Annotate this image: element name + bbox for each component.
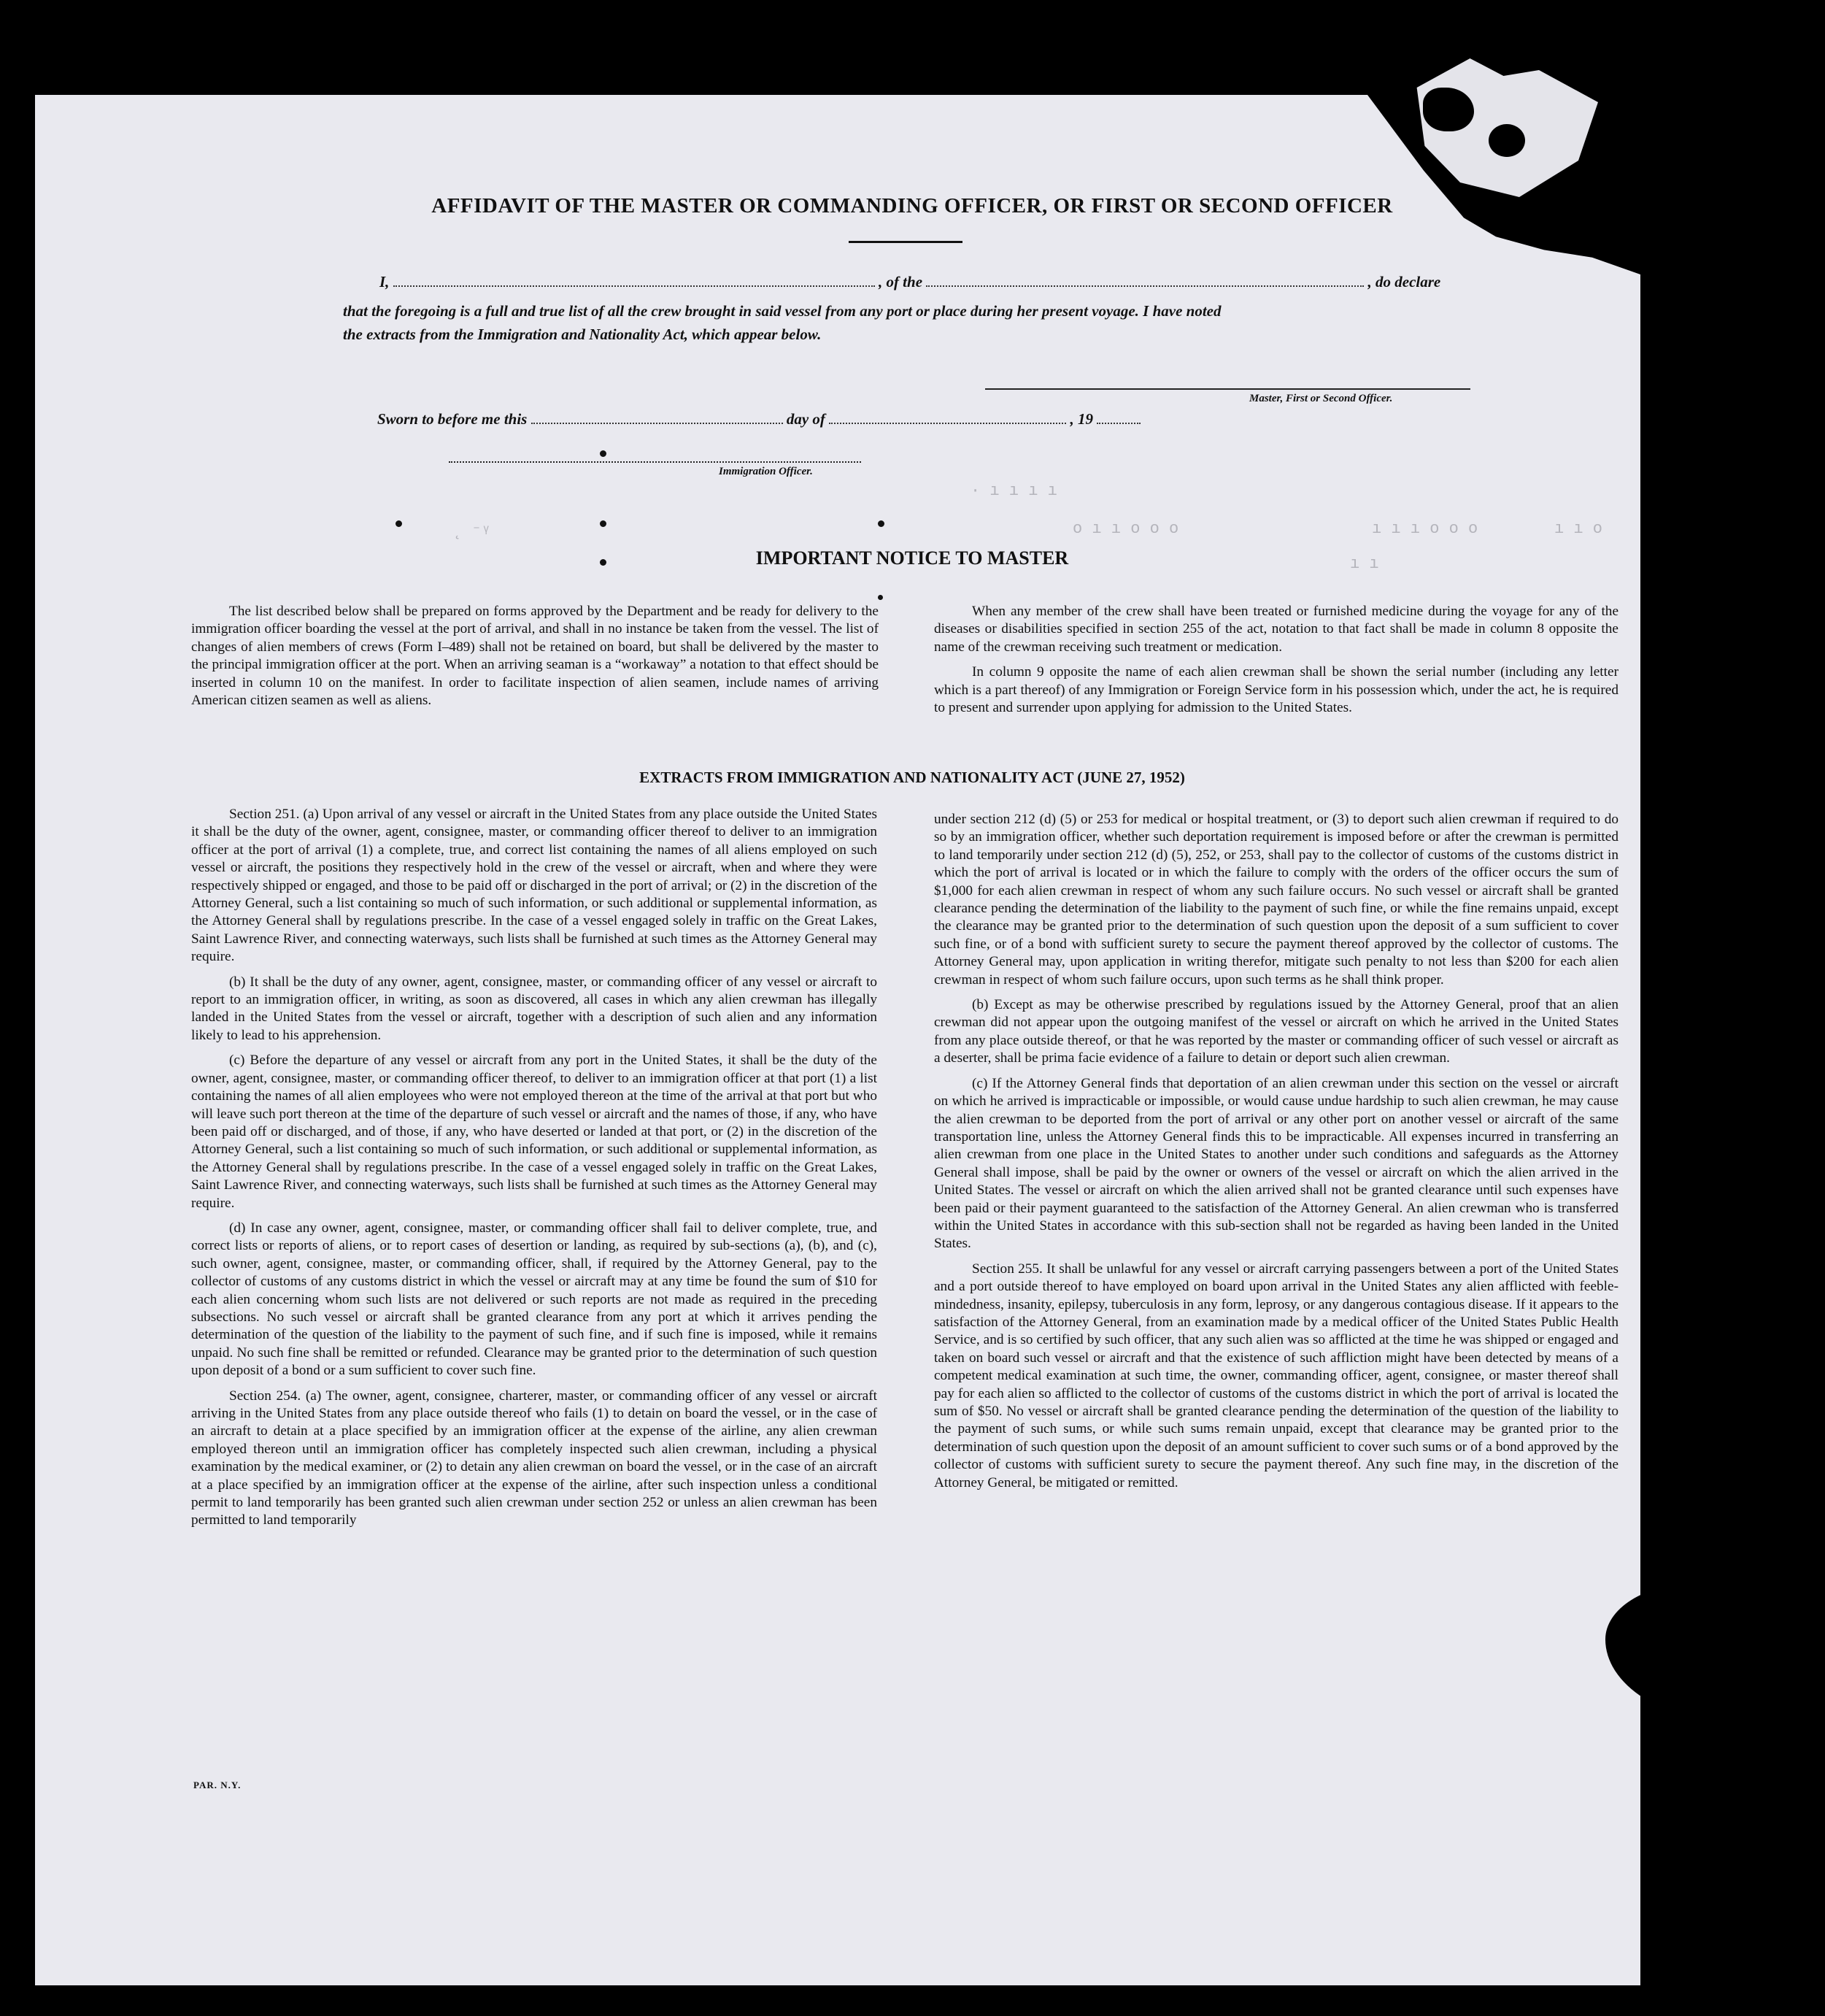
section-254-c: (c) If the Attorney General finds that deportation of an alien crewman under this section on the vessel or aircraft on which he arrived is impracticable or impossible, or would cause undue hardship to such alien crewman, he may cause the alien crewman to be deported from the port of arrival or any other port on another vessel or aircraft of the same transportation line, unless the Attorney General finds this to be impracticable. All expenses incurred in transferring an alien crewman from one place in the United States to another under such conditions and safeguards as the Attorney General shall impose, shall be paid by the owner or owners of the vessel or aircraft on which the alien arrived in the United States. The vessel or aircraft on which the alien arrived shall not be granted clearance until such expenses have been paid or their payment guaranteed to the satisfaction of the Attorney General. An alien crewman who is transferred within the United States in accordance with this sub-section shall not be regarded as having been landed in the United States. — [934, 1075, 1618, 1252]
punch-hole — [1729, 1750, 1764, 1785]
sworn-day-blank[interactable] — [531, 411, 783, 424]
ink-speck — [600, 520, 606, 527]
vessel-blank[interactable] — [926, 274, 1364, 287]
ink-speck — [600, 559, 606, 566]
section-251-d: (d) In case any owner, agent, consignee, master, or commanding officer shall fail to deliver complete, true, and correct lists or reports of aliens, or to report cases of desertion or landing, as required by sub-sections (a), (b), and (c), such owner, agent, consignee, master, or commanding officer, shall, if required by the Attorney General, pay to the collector of customs of any customs district in which the vessel or aircraft may at any time be found the sum of $10 for each alien concerning whom such lists are not delivered or such reports are not made as required in the preceding subsections. No such vessel or aircraft shall be granted clearance from any port at which it arrives pending the determination of the question of the liability to the payment of such fine, and if such fine is imposed, while it remains unpaid. No such fine shall be remitted or refunded. Clearance may be granted prior to the determination of such question upon deposit of a bond or a sum sufficient to cover such fine. — [191, 1220, 877, 1379]
extracts-left-column — [191, 806, 877, 1537]
bleedthrough-mark: o ı ı o o o — [1073, 520, 1179, 538]
notice-right-paragraph-2: In column 9 opposite the name of each alien crewman shall be shown the serial number (including any letter which is a part thereof) of any Immigration or Foreign Service form in his possession which, under the act, he is required to present and surrender upon applying for admission to the United States. — [934, 664, 1618, 716]
declaration-line-3: the extracts from the Immigration and Nationality Act, which appear below. — [343, 326, 822, 343]
sworn-day-of: day of — [786, 410, 825, 428]
bleedthrough-mark: · ı ı ı ı — [971, 482, 1057, 500]
extracts-title: EXTRACTS FROM IMMIGRATION AND NATIONALITY ACT (JUNE 27, 1952) — [639, 769, 1185, 786]
bleedthrough-mark: ı ı o — [1554, 520, 1603, 538]
declaration-i: I, — [379, 273, 390, 291]
printer-mark: PAR. N.Y. — [193, 1780, 242, 1790]
sworn-line — [377, 410, 1141, 428]
bleedthrough-mark: ı ı ı o o o — [1372, 520, 1478, 538]
sworn-year-blank[interactable] — [1097, 411, 1141, 424]
notice-left-paragraph: The list described below shall be prepared on forms approved by the Department and be ready for delivery to the immigration officer boarding the vessel at the port of arrival, and shall in no instance be taken from the vessel. The list of changes of alien members of crews (Form I–489) shall not be retained on board, but shall be delivered by the master to the principal immigration officer at the port. When an arriving seaman is a “workaway” a notation to that effect should be inserted in column 10 on the manifest. In order to facilitate inspection of alien seamen, include names of arriving American citizen seamen as well as aliens. — [191, 604, 879, 709]
master-signature-line[interactable] — [985, 388, 1470, 390]
sworn-year: , 19 — [1070, 410, 1093, 428]
ink-speck — [396, 520, 402, 527]
master-signature-label: Master, First or Second Officer. — [1249, 393, 1393, 404]
notice-right-paragraph-1: When any member of the crew shall have been treated or furnished medicine during the voyage for any of the diseases or disabilities specified in section 255 of the act, notation to that fact shall be made in column 8 opposite the name of the crewman receiving such treatment or medication. — [934, 604, 1618, 655]
section-251-b: (b) It shall be the duty of any owner, agent, consignee, master, or commanding officer of any vessel or aircraft to report to an immigration officer, in writing, as soon as discovered, all cases in which any alien crewman has illegally landed in the United States from the vessel or aircraft, together with a description of such alien and any information likely to lead to his apprehension. — [191, 974, 877, 1043]
declaration-of-the: , of the — [878, 273, 923, 291]
section-254-b: (b) Except as may be otherwise prescribed by regulations issued by the Attorney General, proof that an alien crewman did not appear upon the outgoing manifest of the vessel or aircraft on which he arrived in the United States from any place outside thereof, or that he was reported by the master or commanding officer of such vessel or aircraft as a deserter, shall be prima facie evidence of a failure to detain or deport such alien crewman. — [934, 997, 1618, 1066]
title-underline — [849, 241, 962, 243]
bleedthrough-mark: ˛ ⁻ᵞ — [452, 523, 491, 541]
section-255: Section 255. It shall be unlawful for any vessel or aircraft carrying passengers between a port of the United States and a port outside thereof to have employed on board upon arrival in the United States any alien afflicted with feeble-mindedness, insanity, epilepsy, tuberculosis in any form, leprosy, or any dangerous contagious disease. If it appears to the satisfaction of the Attorney General, from an examination made by a medical officer of the United States Public Health Service, and is so certified by such officer, that any such alien was so afflicted at the time he was shipped or engaged and taken on board such vessel or aircraft and that the existence of such affliction might have been detected by means of a competent medical examination at such time, the owner, commanding officer, agent, consignee, or master thereof shall pay for each alien so afflicted to the collector of customs of the customs district in which the port of arrival is located the sum of $50. No vessel or aircraft shall be granted clearance pending the determination of the question of the liability to the payment of such sums, or while such sums remain unpaid, except that clearance may be granted prior to the determination of such question upon the deposit of an amount sufficient to cover such sums or of a bond approved by the collector of customs with sufficient surety to secure the payment thereof. Any such fine may, in the discretion of the Attorney General, be mitigated or remitted. — [934, 1261, 1618, 1490]
notice-title: IMPORTANT NOTICE TO MASTER — [755, 547, 1069, 569]
sworn-month-blank[interactable] — [829, 411, 1066, 424]
declaration-line-2: that the foregoing is a full and true list of all the crew brought in said vessel from any port or place during her present voyage. I have noted — [343, 302, 1222, 320]
immigration-officer-signature-line[interactable] — [449, 461, 861, 463]
ink-speck — [878, 520, 884, 527]
declaration-line-1 — [379, 273, 1440, 291]
section-254-a-continued: under section 212 (d) (5) or 253 for medical or hospital treatment, or (3) to deport such alien crewman if required to do so by an immigration officer, whether such deportation requirement is imposed before or after the crewman is permitted to land temporarily under section 212 (d) (5), 252, or 253, shall pay to the collector of customs of the customs district in which the port of arrival is located or in which the failure to comply with the orders of the officer occurs the sum of $1,000 for each alien crewman in respect of whom any such failure occurs. No such vessel or aircraft shall be granted clearance pending the determination of the liability to the payment of such fine, or while the fine remains unpaid, except the clearance may be granted prior to the determination of such question upon the deposit of a sum sufficient to cover such fine, or of a bond with sufficient surety to secure the payment thereof approved by the collector of customs. The Attorney General may, upon application in writing therefor, mitigate such penalty to not less than $200 for each alien crewman in respect of whom such failure occurs, upon such terms as he shall think proper. — [934, 812, 1618, 988]
torn-hole — [1489, 124, 1525, 157]
ink-speck — [878, 595, 883, 600]
bleedthrough-mark: ı ı — [1350, 555, 1379, 573]
immigration-officer-label: Immigration Officer. — [719, 466, 813, 477]
sworn-prefix: Sworn to before me this — [377, 410, 528, 428]
declaration-do-declare: , do declare — [1367, 273, 1441, 291]
section-251-a: Section 251. (a) Upon arrival of any vessel or aircraft in the United States from any place outside the United States it shall be the duty of the owner, agent, consignee, master, or commanding officer thereof to deliver to an immigration officer at the port of arrival (1) a complete, true, and correct list containing the names of all aliens employed on such vessel or aircraft, the positions they respectively hold in the crew of the vessel or aircraft, when and where they were respectively shipped or engaged, and those to be paid off or discharged in the port of arrival; or (2) in the discretion of the Attorney General, such a list containing so much of such information, or such additional or supplemental information, as the Attorney General shall by regulations prescribe. In the case of a vessel engaged solely in traffic on the Great Lakes, Saint Lawrence River, and connecting waterways, such lists shall be furnished at such times as the Attorney General may require. — [191, 807, 877, 965]
punch-hole — [1732, 1231, 1767, 1266]
ink-speck — [600, 450, 606, 457]
extracts-right-column — [934, 811, 1618, 1499]
name-blank[interactable] — [393, 274, 875, 287]
section-254-a: Section 254. (a) The owner, agent, consignee, charterer, master, or commanding officer of any vessel or aircraft arriving in the United States from any place outside thereof who fails (1) to detain on board the vessel, or in the case of an aircraft to detain at a place specified by an immigration officer at the expense of the airline, any alien crewman employed thereon until an immigration officer has completely inspected such alien crewman, including a physical examination by the medical examiner, or (2) to detain any alien crewman on board the vessel, or in the case of an aircraft at a place specified by an immigration officer at the expense of the airline, after such inspection unless a conditional permit to land temporarily has been granted such alien crewman under section 252 or unless an alien crewman has been permitted to land temporarily — [191, 1388, 877, 1528]
notice-right-column — [934, 603, 1618, 724]
affidavit-title: AFFIDAVIT OF THE MASTER OR COMMANDING OFFICER, OR FIRST OR SECOND OFFICER — [431, 194, 1393, 218]
section-251-c: (c) Before the departure of any vessel or aircraft from any port in the United States, it shall be the duty of the owner, agent, consignee, master, or commanding officer thereof, to deliver to an immigration officer at that port (1) a list containing the names of all alien employees who were not employed thereon at the time of the arrival at that port but who will leave such port thereon at the time of the departure of such vessel or aircraft and the names of those, if any, who have been paid off or discharged, and of those, if any, who have deserted or landed at that port, or (2) in the discretion of the Attorney General, such a list containing so much of such information, or such additional or supplemental information, as the Attorney General shall by regulations prescribe. In the case of a vessel engaged solely in traffic on the Great Lakes, Saint Lawrence River, and connecting waterways, such lists shall be furnished at such times as the Attorney General may require. — [191, 1053, 877, 1211]
notice-left-column — [191, 603, 879, 717]
